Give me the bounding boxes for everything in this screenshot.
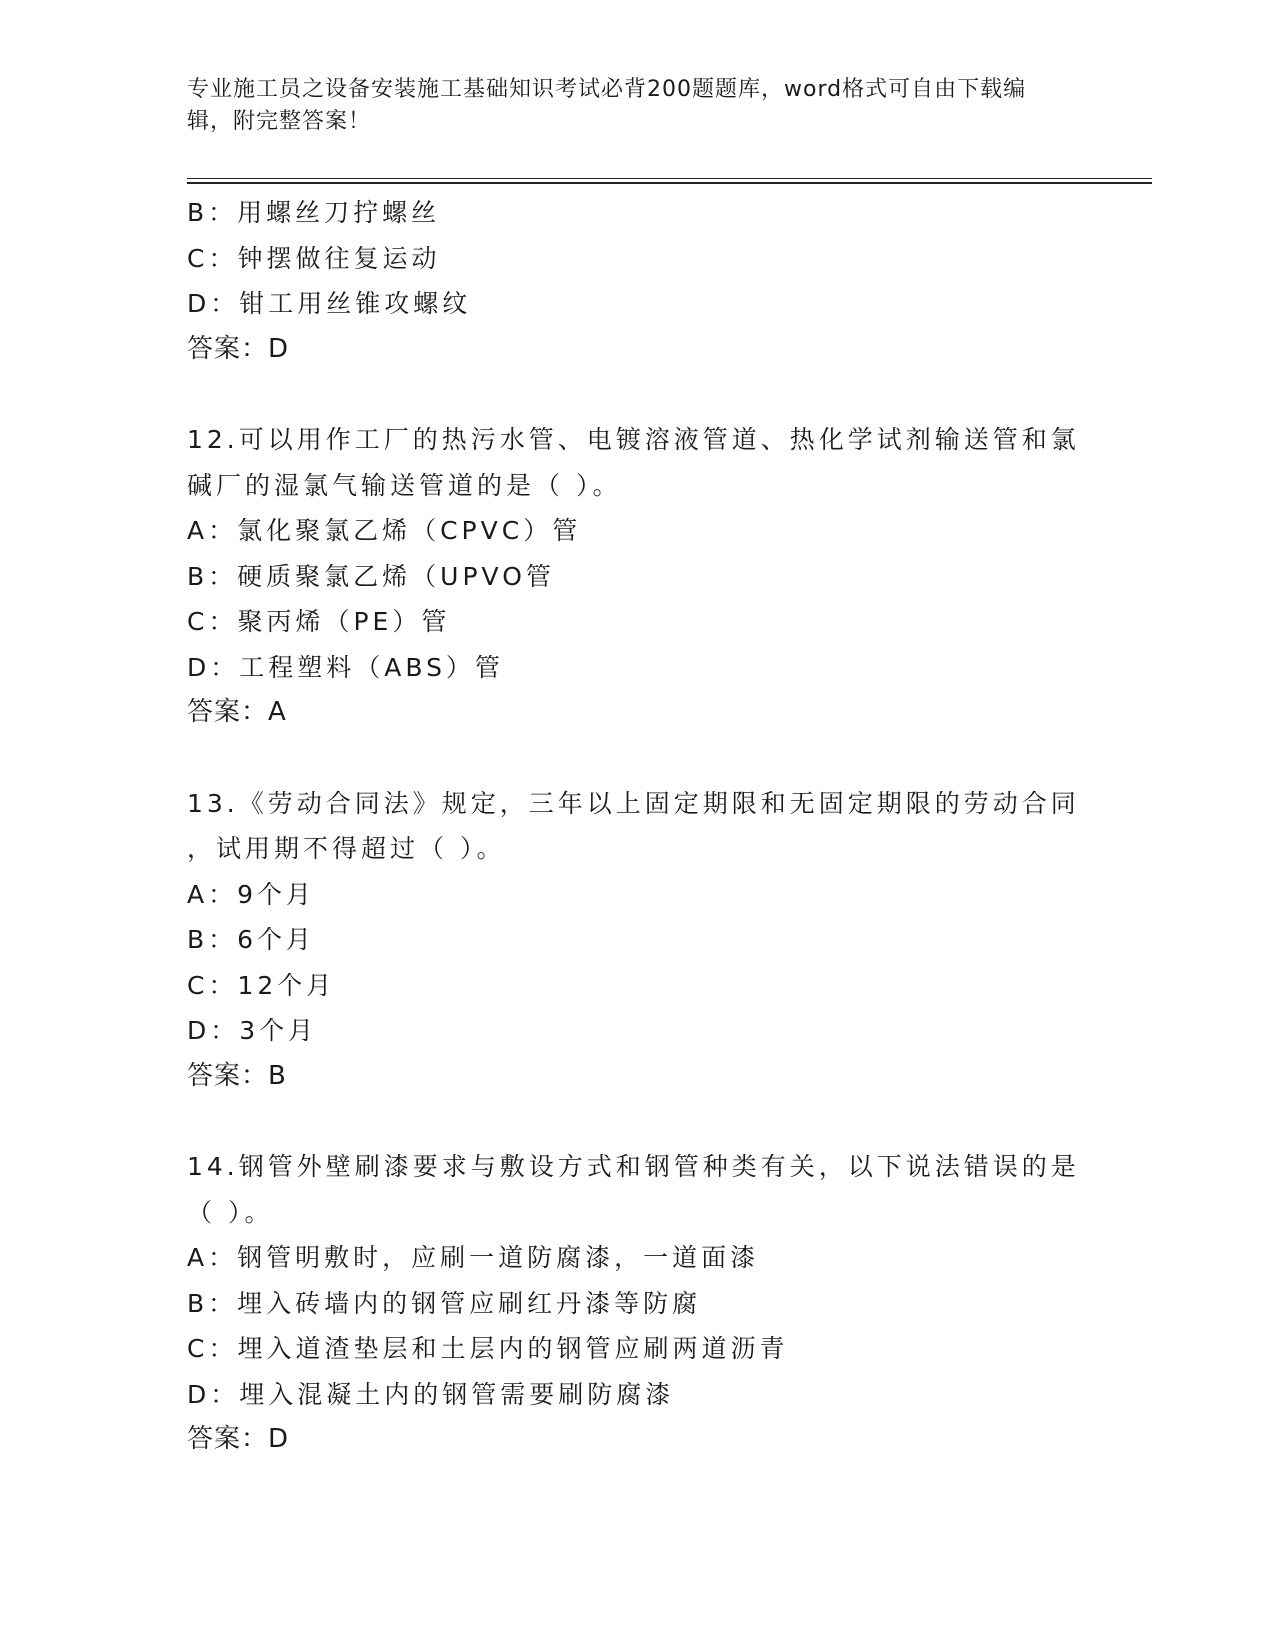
- option-d: D：埋入混凝土内的钢管需要刷防腐漆: [187, 1379, 675, 1409]
- option-c: C：12个月: [187, 970, 336, 1000]
- option-d: D：钳工用丝锥攻螺纹: [187, 289, 472, 318]
- answer-line: 答案：A: [187, 697, 287, 727]
- question-stem-line1: 12.可以用作工厂的热污水管、电镀溶液管道、热化学试剂输送管和氯: [187, 425, 1080, 454]
- option-b: B：6个月: [187, 925, 316, 954]
- option-a: A：氯化聚氯乙烯（CPVC）管: [187, 516, 582, 545]
- question-stem-line2: （ ）。: [187, 1197, 274, 1227]
- option-d: D：3个月: [187, 1016, 318, 1045]
- option-b: B：埋入砖墙内的钢管应刷红丹漆等防腐: [187, 1288, 702, 1318]
- header-rule-thick: [187, 182, 1152, 184]
- header-rule-thin: [187, 178, 1152, 179]
- document-title: 专业施工员之设备安装施工基础知识考试必背200题题库，word格式可自由下载编辑，附完整答案！: [187, 77, 1027, 134]
- question-list: [187, 190, 1087, 1463]
- answer-line: 答案：D: [187, 333, 290, 364]
- question-block-14: [187, 1144, 1087, 1463]
- option-b: B：用螺丝刀拧螺丝: [187, 198, 441, 227]
- option-a: A：9个月: [187, 879, 316, 909]
- option-c: C：埋入道渣垫层和土层内的钢管应刷两道沥青: [187, 1334, 789, 1363]
- question-block-13: [187, 781, 1087, 1100]
- option-c: C：聚丙烯（PE）管: [187, 607, 451, 636]
- option-d: D：工程塑料（ABS）管: [187, 652, 504, 682]
- question-block-12: [187, 417, 1087, 736]
- question-stem-line2: 碱厂的湿氯气输送管道的是（ ）。: [187, 470, 622, 500]
- document-header: [187, 74, 1067, 138]
- question-stem-line1: 13.《劳动合同法》规定，三年以上固定期限和无固定期限的劳动合同: [187, 788, 1080, 818]
- option-b: B：硬质聚氯乙烯（UPVO管: [187, 561, 555, 591]
- answer-line: 答案：D: [187, 1424, 290, 1454]
- option-a: A：钢管明敷时，应刷一道防腐漆，一道面漆: [187, 1243, 760, 1272]
- option-c: C：钟摆做往复运动: [187, 243, 441, 273]
- answer-line: 答案：B: [187, 1060, 287, 1091]
- question-block-11: [187, 190, 1087, 372]
- question-stem-line2: ，试用期不得超过（ ）。: [187, 834, 506, 863]
- question-stem-line1: 14.钢管外壁刷漆要求与敷设方式和钢管种类有关，以下说法错误的是: [187, 1152, 1080, 1181]
